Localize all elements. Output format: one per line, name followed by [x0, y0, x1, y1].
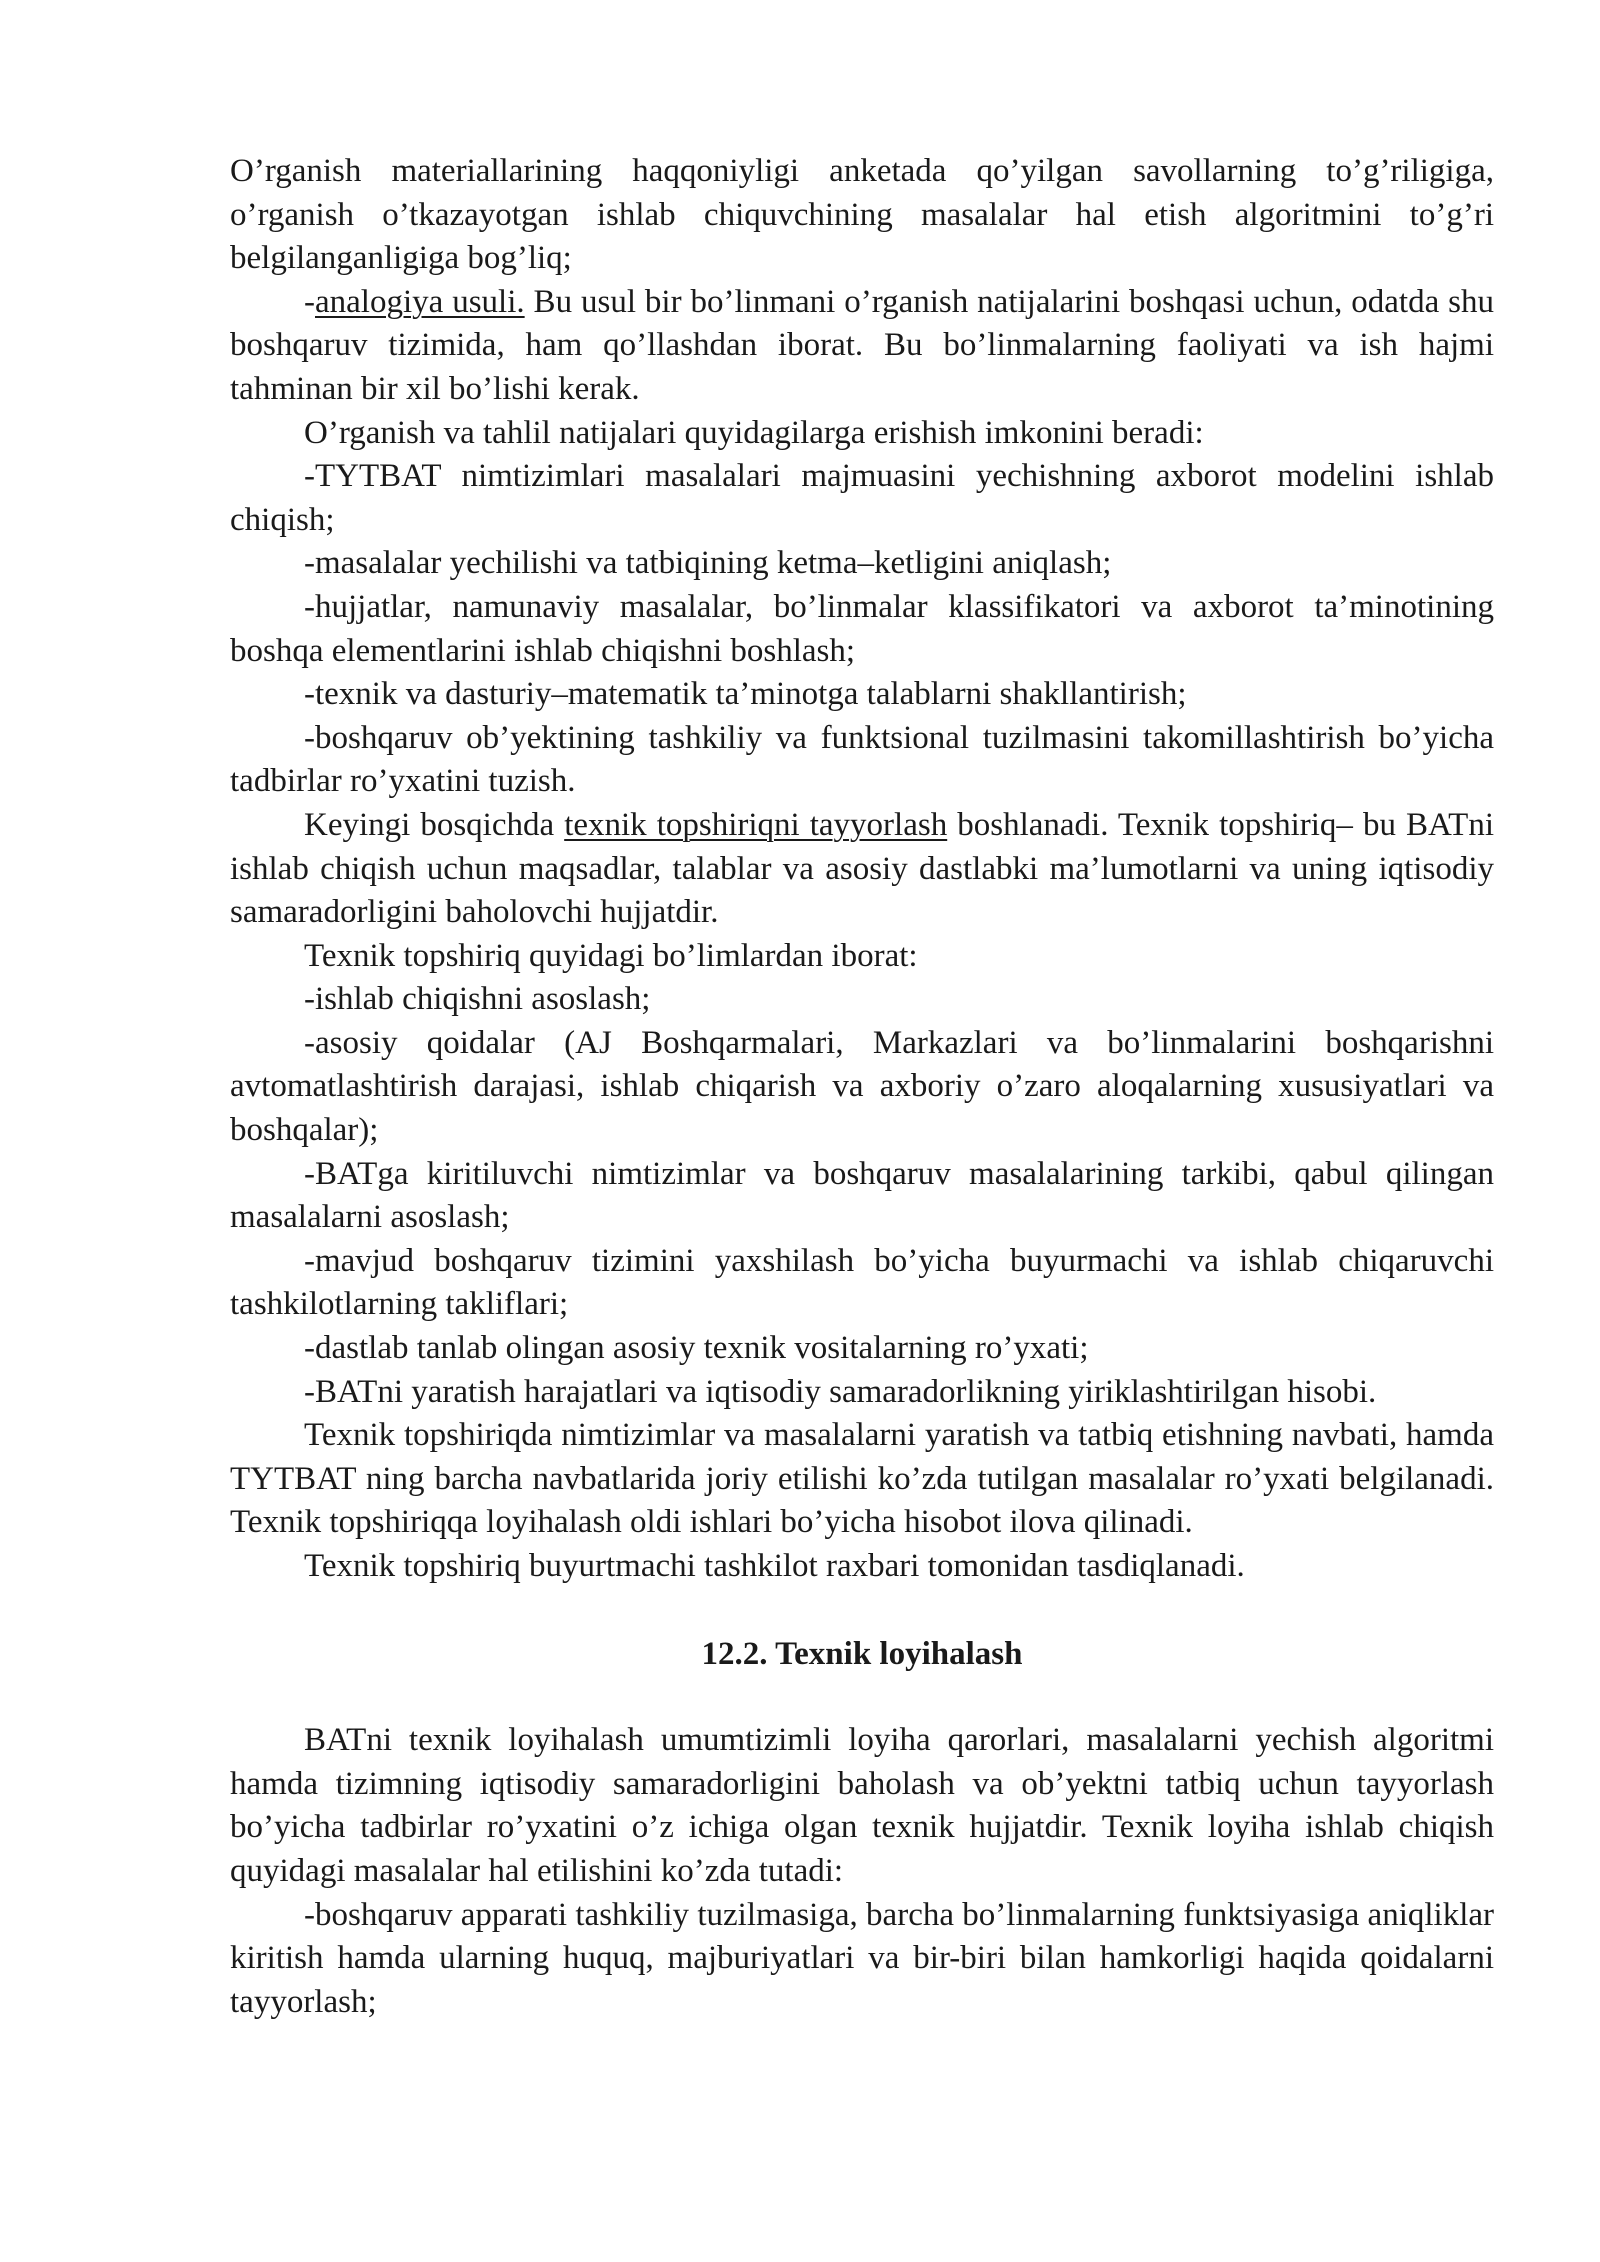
paragraph-analogy-method [230, 281, 1494, 412]
paragraph-study-materials: O’rganish materiallarining haqqoniyligi anketada qo’yilgan savollarning to’g’riligiga, o’rganish o’tkazayotgan ishlab chiquvchining masalalar hal etish algoritmini to’g’ri belgilanganligiga bog’liq; [230, 153, 1494, 277]
analogy-term: analogiya usuli. [315, 283, 525, 320]
paragraph-spec-approval: Texnik topshiriq buyurtmachi tashkilot raxbari tomonidan tasdiqlanadi. [304, 1548, 1245, 1584]
next-stage-after: boshlanadi. Texnik topshiriq– bu BATni ishlab chiqish uchun maqsadlar, talablar va asosiy dastlabki ma’lumotlarni va uning iqtisodiy samaradorligini baholovchi hujjatdir. [230, 806, 1494, 931]
list-item-spec-section: -asosiy qoidalar (AJ Boshqarmalari, Markazlari va bo’linmalarini boshqarishni avtomatlashtirish darajasi, ishlab chiqarish va axboriy o’zaro aloqalarning xususiyatlari va boshqalar); [230, 1024, 1494, 1149]
paragraph-next-stage [230, 804, 1494, 935]
paragraph-spec-intro: Texnik topshiriq quyidagi bo’limlardan iborat: [304, 937, 918, 974]
document-page [230, 150, 1494, 2024]
list-item-result: -boshqaruv ob’yektining tashkiliy va funktsional tuzilmasini takomillashtirish bo’yicha tadbirlar ro’yxatini tuzish. [230, 719, 1494, 800]
list-item-spec-section: -BATni yaratish harajatlari va iqtisodiy samaradorlikning yiriklashtirilgan hisobi. [304, 1373, 1377, 1410]
list-item-result: -masalalar yechilishi va tatbiqining ketma–ketligini aniqlash; [304, 545, 1112, 582]
next-stage-term: texnik topshiriqni tayyorlash [564, 806, 948, 843]
analogy-prefix: - [304, 283, 315, 320]
paragraph-spec-details: Texnik topshiriqda nimtizimlar va masalalarni yaratish va tatbiq etishning navbati, hamda TYTBAT ning barcha navbatlarida joriy etilishi ko’zda tutilgan masalalar ro’yxati belgilanadi. Texnik topshiriqqa loyihalash oldi ishlari bo’yicha hisobot ilova qilinadi. [230, 1417, 1494, 1541]
list-item-result: -hujjatlar, namunaviy masalalar, bo’linmalar klassifikatori va axborot ta’minotining boshqa elementlarini ishlab chiqishni boshlash; [230, 588, 1494, 669]
list-item-design-task: -boshqaruv apparati tashkiliy tuzilmasiga, barcha bo’linmalarning funktsiyasiga aniqliklar kiritish hamda ularning huquq, majburiyatlari va bir-biri bilan hamkorligi haqida qoidalarni tayyorlash; [230, 1896, 1494, 2020]
analogy-description: Bu usul bir bo’linmani o’rganish natijalarini boshqasi uchun, odatda shu boshqaruv tizimida, ham qo’llashdan iborat. Bu bo’linmalarning faoliyati va ish hajmi tahminan bir xil bo’lishi kerak. [230, 283, 1495, 407]
next-stage-before: Keyingi bosqichda [304, 806, 565, 843]
list-item-spec-section: -ishlab chiqishni asoslash; [304, 981, 651, 1018]
list-item-spec-section: -mavjud boshqaruv tizimini yaxshilash bo’yicha buyurmachi va ishlab chiqaruvchi tashkilotlarning takliflari; [230, 1242, 1494, 1323]
list-item-result: -texnik va dasturiy–matematik ta’minotga talablarni shakllantirish; [304, 676, 1187, 713]
list-item-spec-section: -BATga kiritiluvchi nimtizimlar va boshqaruv masalalarining tarkibi, qabul qilingan masalalarni asoslash; [230, 1155, 1494, 1236]
list-item-spec-section: -dastlab tanlab olingan asosiy texnik vositalarning ro’yxati; [304, 1330, 1089, 1367]
paragraph-results-intro: O’rganish va tahlil natijalari quyidagilarga erishish imkonini beradi: [304, 414, 1204, 451]
list-item-result: -TYTBAT nimtizimlari masalalari majmuasini yechishning axborot modelini ishlab chiqish; [230, 458, 1494, 538]
paragraph-technical-design: BATni texnik loyihalash umumtizimli loyiha qarorlari, masalalarni yechish algoritmi hamda tizimning iqtisodiy samaradorligini baholash va ob’yektni tatbiq uchun tayyorlash bo’yicha tadbirlar ro’yxatini o’z ichiga olgan texnik hujjatdir. Texnik loyiha ishlab chiqish quyidagi masalalar hal etilishini ko’zda tutadi: [230, 1722, 1494, 1889]
section-heading: 12.2. Texnik loyihalash [701, 1635, 1023, 1672]
